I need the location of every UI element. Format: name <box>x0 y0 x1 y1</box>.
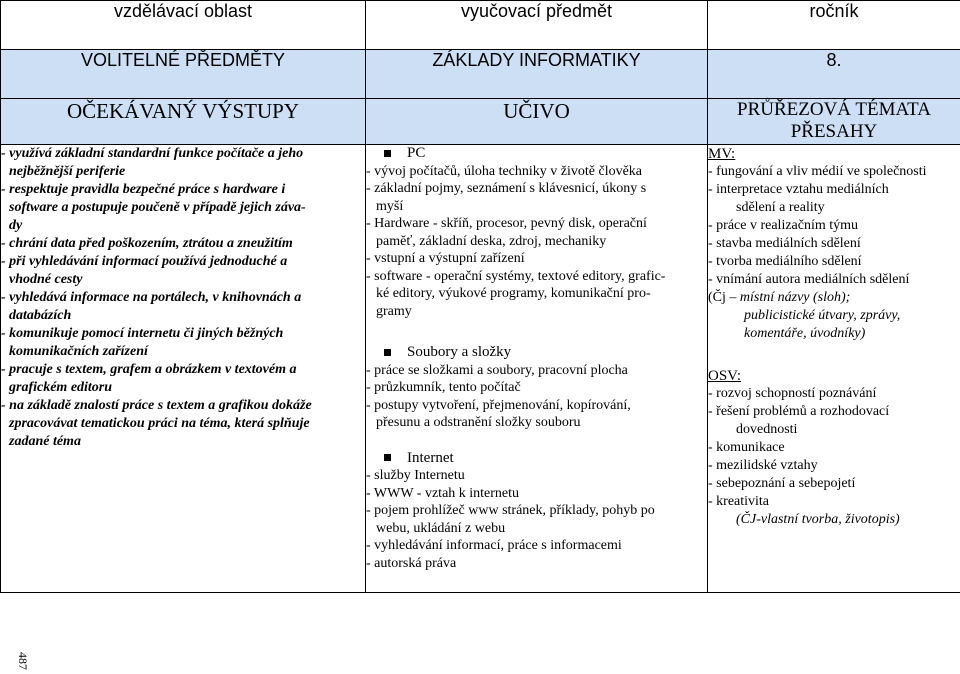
subheader-row <box>1 50 960 99</box>
pc-line: - vstupní a výstupní zařízení <box>366 251 525 266</box>
internet-line: - služby Internetu <box>366 468 465 483</box>
outcome-line: - při vyhledávání informací používá jednoduché a <box>1 254 288 269</box>
outcome-line: databázích <box>9 308 72 323</box>
osv-line: dovednosti <box>736 422 798 437</box>
internet-line: webu, ukládání z webu <box>376 520 506 536</box>
mv-note: (Čj – místní názvy (sloh); <box>708 290 851 305</box>
right-title-line2: PŘESAHY <box>790 121 878 142</box>
square-bullet-icon <box>384 150 391 157</box>
outcome-line: software a postupuje poučeně v případě jejich záva- <box>9 200 306 215</box>
subheader-rocnik: 8. <box>708 50 960 99</box>
pc-line: paměť, základní deska, zdroj, mechaniky <box>376 233 607 249</box>
outcome-line: dy <box>9 218 23 233</box>
outcome-line: - respektuje pravidla bezpečné práce s hardware i <box>1 182 286 197</box>
osv-line: - mezilidské vztahy <box>708 458 818 473</box>
outcome-line: vhodné cesty <box>9 272 83 287</box>
header-rocnik: ročník <box>708 1 960 50</box>
right-title-line1: PRŮŘEZOVÁ TÉMATA <box>737 99 931 120</box>
pc-line: - Hardware - skříň, procesor, pevný disk, operační <box>366 216 647 231</box>
subheader-oblast: VOLITELNÉ PŘEDMĚTY <box>1 50 366 99</box>
osv-line: - řešení problémů a rozhodovací <box>708 404 890 419</box>
section-pc: PC <box>366 145 707 163</box>
internet-line: - pojem prohlížeč www stránek, příklady, pohyb po <box>366 503 655 518</box>
header-vzdelavaci-oblast: vzdělávací oblast <box>1 1 366 50</box>
outcome-line: - chrání data před poškozením, ztrátou a zneužitím <box>1 236 293 251</box>
osv-line: - sebepoznání a sebepojetí <box>708 476 856 491</box>
pc-line: gramy <box>376 303 412 319</box>
mv-line: - vnímání autora mediálních sdělení <box>708 272 910 287</box>
outcome-line: - na základě znalostí práce s textem a grafikou dokáže <box>1 398 312 413</box>
subheader-predmet: ZÁKLADY INFORMATIKY <box>366 50 708 99</box>
section-internet: Internet <box>366 450 707 468</box>
mv-line: - stavba mediálních sdělení <box>708 236 861 251</box>
outcome-line: grafickém editoru <box>9 380 113 395</box>
mv-note: komentáře, úvodníky) <box>744 326 866 341</box>
internet-line: - WWW - vztah k internetu <box>366 485 520 501</box>
pc-line: - software - operační systémy, textové editory, grafic- <box>366 268 666 284</box>
mv-title: MV: <box>708 146 736 162</box>
pc-line: myší <box>376 198 404 214</box>
mv-line: - práce v realizačním týmu <box>708 218 859 233</box>
mv-note: publicistické útvary, zprávy, <box>744 308 901 323</box>
osv-note: (ČJ-vlastní tvorba, životopis) <box>736 512 900 527</box>
internet-line: - autorská práva <box>366 555 457 571</box>
header-row <box>1 1 960 50</box>
soubory-line: - průzkumník, tento počítač <box>366 380 521 395</box>
mv-line: sdělení a reality <box>736 200 825 215</box>
soubory-line: - práce se složkami a soubory, pracovní plocha <box>366 362 628 378</box>
page-number: 487 <box>16 652 30 670</box>
outcome-line: - pracuje s textem, grafem a obrázkem v textovém a <box>1 362 297 377</box>
right-title <box>708 99 960 145</box>
header-vyucovaci-predmet: vyučovací předmět <box>366 1 708 50</box>
curriculum-cell <box>366 145 708 593</box>
outcome-line: - komunikuje pomocí internetu či jiných běžných <box>1 326 284 341</box>
left-title: OČEKÁVANÝ VÝSTUPY <box>1 99 366 145</box>
outcome-line: - využívá základní standardní funkce počítače a jeho <box>1 146 304 161</box>
mv-line: - fungování a vliv médií ve společnosti <box>708 164 927 179</box>
mid-title: UČIVO <box>366 99 708 145</box>
square-bullet-icon <box>384 349 391 356</box>
cross-topics-cell <box>708 145 960 593</box>
osv-line: - kreativita <box>708 494 770 509</box>
column-titles-row <box>1 99 960 145</box>
outcome-line: zadané téma <box>9 434 81 449</box>
osv-title: OSV: <box>708 368 742 384</box>
soubory-line: přesunu a odstranění složky souboru <box>376 415 581 430</box>
soubory-line: - postupy vytvoření, přejmenování, kopírování, <box>366 397 631 413</box>
mv-line: - tvorba mediálního sdělení <box>708 254 862 269</box>
section-soubory: Soubory a složky <box>366 344 707 362</box>
pc-line: - základní pojmy, seznámení s klávesnicí, úkony s <box>366 181 647 196</box>
content-row <box>1 145 960 593</box>
internet-line: - vyhledávání informací, práce s informacemi <box>366 538 622 553</box>
pc-line: - vývoj počítačů, úloha techniky v životě člověka <box>366 163 643 179</box>
outcome-line: komunikačních zařízení <box>9 344 148 359</box>
osv-line: - komunikace <box>708 440 785 455</box>
osv-line: - rozvoj schopností poznávání <box>708 386 877 401</box>
expected-outcomes-cell <box>1 145 366 593</box>
outcome-line: - vyhledává informace na portálech, v knihovnách a <box>1 290 302 305</box>
pc-line: ké editory, výukové programy, komunikační pro- <box>376 286 651 301</box>
outcome-line: nejběžnější periferie <box>9 164 126 179</box>
outcome-line: zpracovávat tematickou práci na téma, která splňuje <box>9 416 310 431</box>
square-bullet-icon <box>384 454 391 461</box>
mv-line: - interpretace vztahu mediálních <box>708 182 889 197</box>
